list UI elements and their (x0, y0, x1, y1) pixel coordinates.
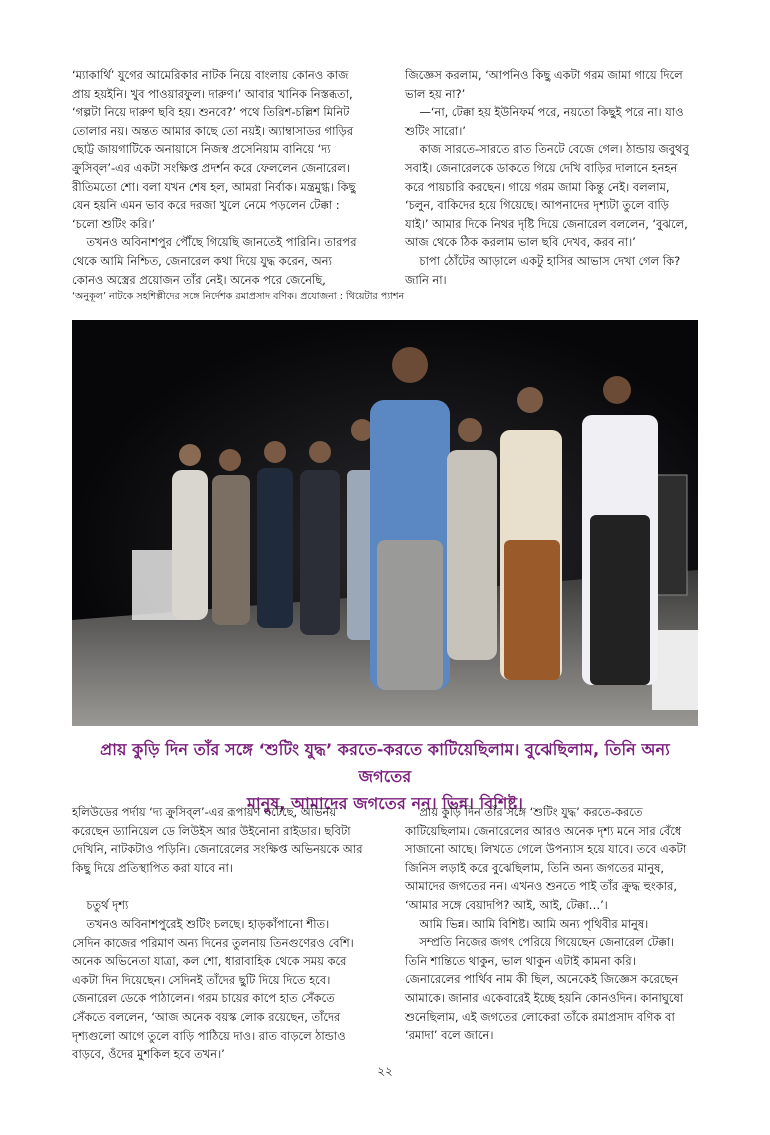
text-line: করে পায়চারি করছেন। গায়ে গরম জামা কিন্তু নেই। বললাম, (405, 179, 670, 194)
stage-photo-illustration (72, 320, 698, 726)
text-line: জেনারেলের পার্থিব নাম কী ছিল, অনেকেই জিজ্ঞেস করেছেন (405, 972, 679, 987)
text-line: যাই।’ আমার দিকে নিথর দৃষ্টি দিয়ে জেনারেল বললেন, ‘বুঝলে, (405, 216, 688, 231)
text-line: রীতিমতো শো। বলা যখন শেষ হল, আমরা নির্বাক। মন্ত্রমুগ্ধ। কিছু (72, 179, 356, 194)
article-column-top-left (72, 66, 362, 289)
pull-quote-line: মানুষ, আমাদের জগতের নন। ভিন্ন। বিশিষ্ট। (247, 794, 523, 813)
text-line: কাটিয়েছিলাম। জেনারেলের আরও অনেক দৃশ্য মনে সার বেঁধে (405, 823, 682, 838)
text-line: সম্প্রতি নিজের জগৎ পেরিয়ে গিয়েছেন জেনারেল টেক্কা। (405, 935, 675, 950)
text-line: শুনেছিলাম, এই জগতের লোকেরা তাঁকে রমাপ্রসাদ বণিক বা (405, 1009, 675, 1024)
text-line: যেন হয়নি এমন ভাব করে দরজা খুলে নেমে পড়লেন টেক্কা : (72, 198, 340, 213)
text-line: জিনিস লড়াই করে বুঝেছিলাম, তিনি অন্য জগতের মানুষ, (405, 860, 664, 875)
text-line: ‘চলো শুটিং করি।’ (72, 216, 156, 231)
text-line: কাজ সারতে-সারতে রাত তিনটে বেজে গেল। ঠান্ডায় জবুথবু (405, 142, 689, 157)
text-line: দেখিনি, নাটকটাও পড়িনি। জেনারেলের সংক্ষিপ্ত অভিনয়কে আর (72, 842, 363, 857)
text-line: ‘আমার সঙ্গে বেয়াদপি? আই, আই, টেক্কা…’। (405, 897, 608, 912)
text-line: সাজানো আছে। লিখতে গেলে উপন্যাস হয়ে যাবে। তবে একটা (405, 842, 687, 857)
text-line: প্রায় হয়ইনি। খুব পাওয়ারফুল। দারুণ।’ আবার খানিক নিস্তব্ধতা, (72, 86, 353, 101)
text-line: তখনও অবিনাশপুরেই শুটিং চলছে। হাড়কাঁপানো শীত। (72, 916, 330, 931)
text-line: আমাদের জগতের নন। এখনও শুনতে পাই তাঁর ক্রুদ্ধ হুংকার, (405, 879, 677, 894)
text-line: বাড়বে, ওঁদের মুশকিল হবে তখন।’ (72, 1047, 225, 1062)
pull-quote-line: প্রায় কুড়ি দিন তাঁর সঙ্গে ‘শুটিং যুদ্ধ’ করতে-করতে কাটিয়েছিলাম। বুঝেছিলাম, তিনি অন্য জগতের (100, 740, 670, 786)
scene-heading: চতুর্থ দৃশ্য (72, 898, 129, 913)
text-line: ‘রমাদা’ বলে জানে। (405, 1028, 494, 1043)
text-line: জানি না। (405, 272, 447, 287)
text-line: শুটিং সারো।’ (405, 123, 466, 138)
text-line: আমি ভিন্ন। আমি বিশিষ্ট। আমি অন্য পৃথিবীর মানুষ। (405, 916, 649, 931)
text-line: —‘না, টেক্কা হয় ইউনিফর্ম পরে, নয়তো কিছুই পরে না। যাও (405, 105, 684, 120)
text-line: করেছেন ড্যানিয়েল ডে লিউইস আর উইনোনা রাইডার। ছবিটা (72, 823, 351, 838)
text-line: তখনও অবিনাশপুর পৌঁছে গিয়েছি জানতেই পারিনি। তারপর (72, 235, 357, 250)
text-line: চাপা ঠোঁটের আড়ালে একটু হাসির আভাস দেখা গেল কি? (405, 253, 681, 268)
text-line: প্রায় কুড়ি দিন তাঁর সঙ্গে ‘শুটিং যুদ্ধ’ করতে-করতে (405, 805, 643, 819)
text-line: হলিউডের পর্দায় ‘দ্য ক্রুসিব্‌ল’-এর রূপায়ণ ঘটেছে, অভিনয় (72, 805, 337, 819)
text-line: ‘ম্যাকার্থি’ যুগের আমেরিকার নাটক নিয়ে বাংলায় কোনও কাজ (72, 68, 349, 82)
text-line: একটা দিন দিয়েছেন। সেদিনই তাঁদের ছুটি দিয়ে দিতে হবে। (72, 972, 331, 987)
text-line: ‘চলুন, বাকিদের হয়ে গিয়েছে। আপনাদের দৃশ্যটা তুলে বাড়ি (405, 198, 669, 213)
text-line: ‘গল্পটা নিয়ে দারুণ ছবি হয়। শুনবে?’ পথে তিরিশ-চল্লিশ মিনিট (72, 105, 350, 120)
page-number: ২২ (377, 1064, 393, 1078)
text-line: ক্রুসিব্‌ল’-এর একটা সংক্ষিপ্ত প্রদর্শন করে ফেললেন জেনারেল। (72, 160, 350, 175)
text-line: অনেক অভিনেতা যাত্রা, কল শো, ধারাবাহিক থেকে সময় করে (72, 954, 347, 969)
text-line: ভাল হয় না?’ (405, 86, 466, 101)
stage-photo (72, 320, 698, 726)
text-line: আমাকে। জানার একেবারেই ইচ্ছে হয়নি কোনওদিন। কানাঘুষো (405, 990, 684, 1005)
text-line: কোনও অস্ত্রের প্রয়োজন তাঁর নেই। অনেক পরে জেনেছি, (72, 272, 326, 287)
photo-caption: ‘অনুকূল’ নাটকে সহশিল্পীদের সঙ্গে নির্দেশক রমাপ্রসাদ বণিক। প্রযোজনা : থিয়েটার প্যাশন (72, 291, 405, 302)
text-line: ছোট্ট জায়গাটিকে অনায়াসে নিজস্ব প্রসেনিয়াম বানিয়ে ‘দ্য (72, 142, 331, 157)
text-line: দৃশ্যগুলো আগে তুলে বাড়ি পাঠিয়ে দাও। রাত বাড়লে ঠান্ডাও (72, 1028, 346, 1043)
text-line: সবাই। জেনারেলকে ডাকতে গিয়ে দেখি বাড়ির দালানে হনহন (405, 160, 678, 175)
text-line: তিনি শান্তিতে থাকুন, ভাল থাকুন এটাই কামনা করি। (405, 953, 636, 968)
text-line: আজ থেকে ঠিক করলাম ভাল ছবি দেখব, করব না।’ (405, 235, 636, 250)
text-line: সেঁকতে বললেন, ‘আজ অনেক বয়স্ক লোক রয়েছেন, তাঁদের (72, 1009, 341, 1024)
article-column-bottom-left (72, 803, 362, 1064)
text-line: তোলার নয়। অন্তত আমার কাছে তো নয়ই। অ্যাম্বাসাডর গাড়ির (72, 123, 354, 138)
text-line: সেদিন কাজের পরিমাণ অন্য দিনের তুলনায় তিনগুণেরও বেশি। (72, 935, 354, 950)
article-column-bottom-right (405, 803, 705, 1045)
text-line: জেনারেল ডেকে পাঠালেন। গরম চায়ের কাপে হাত সেঁকতে (72, 991, 335, 1006)
text-line: জিজ্ঞেস করলাম, ‘আপনিও কিছু একটা গরম জামা গায়ে দিলে (405, 68, 683, 82)
text-line: থেকে আমি নিশ্চিত, জেনারেল কথা দিয়ে যুদ্ধ করেন, অন্য (72, 253, 332, 268)
article-column-top-right (405, 66, 705, 289)
text-line: কিছু দিয়ে প্রতিস্থাপিত করা যাবে না। (72, 860, 233, 875)
